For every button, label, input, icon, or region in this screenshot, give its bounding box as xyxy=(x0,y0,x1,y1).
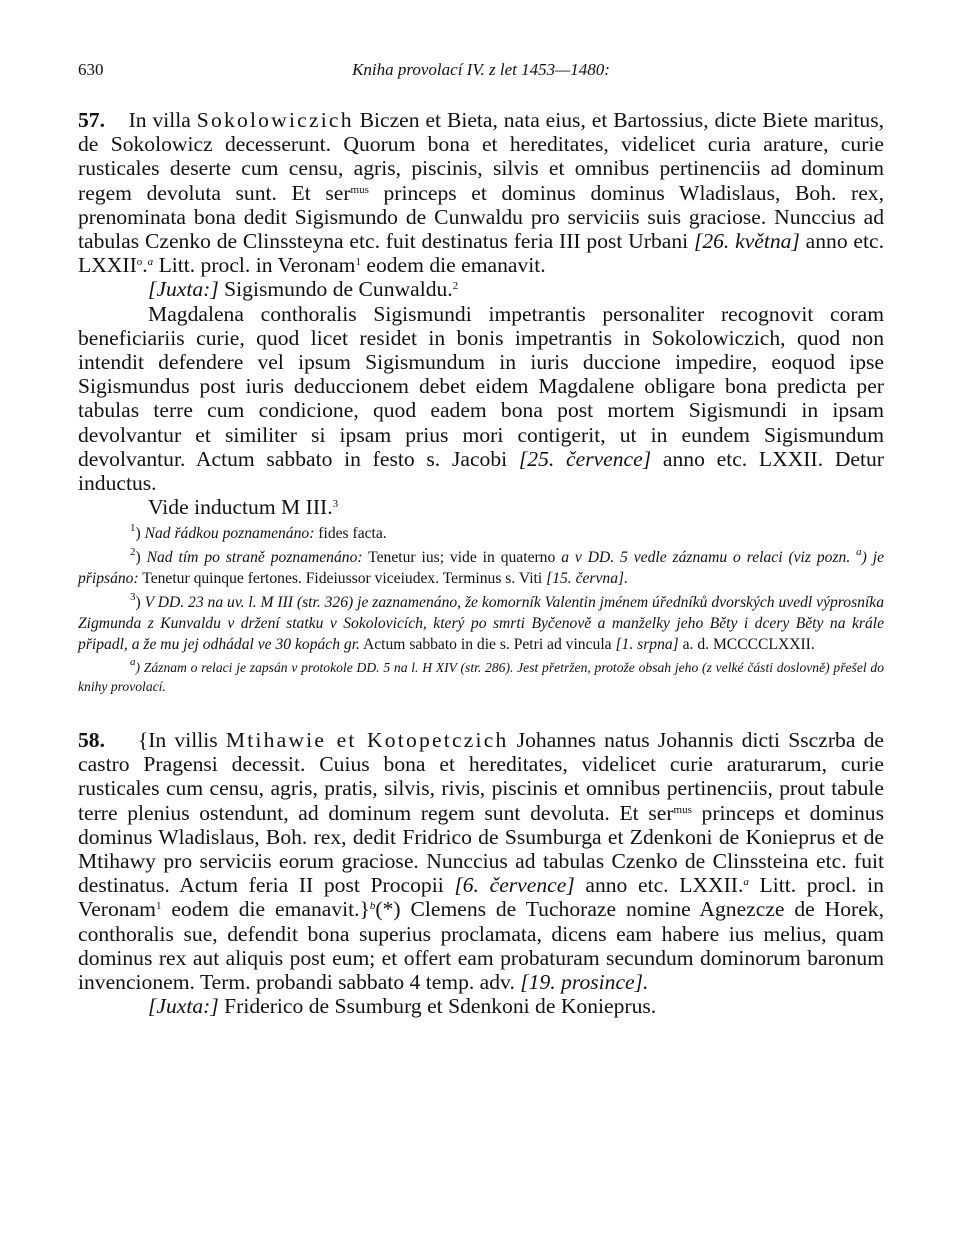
footnote-ref: b xyxy=(369,900,376,913)
place-name: Mtihawie et Kotopetczich xyxy=(225,727,509,752)
date-note: [26. května] xyxy=(693,229,800,254)
entry-58-paragraph: 58. {In villis Mtihawie et Kotopetczich Johannes natus Johannis dicti Ssczrba de castro Pragensi decessit. Cuius bona et hereditates, videlicet curie araturarum, curie rusticales cum censu, agris, pratis, silvis, rivis, piscinis et omnibus pertinenciis, prout tabule terre plenius ostendunt, ad dominum regem sunt devoluta. Et ser$^{mus}$ princeps et dominus dominus Wladislaus, Boh. rex, dedit Fridrico de Ssumburga et Zdenkoni de Konieprus et de Mtihawy pro serviciis eorum graciose. Nunccius ad tabulas Czenko de Clinssteina etc. fuit destinatus. Actum feria II post Procopii [6. července] anno etc. LXXII.$^a$ Litt. procl. in Veronam$^1$ eodem die emanavit.}$^b$(*) Clemens de Tuchoraze nomine Agnezcze de Horek, conthoralis sue, defendit bona superius proclamata, dicens eam habere ius melius, quam dominus rex aut aliquis post eum; et offert eam probaturam secundum dominorum baronum invencionem. Term. probandi sabbato 4 temp. adv. [19. prosince]. xyxy=(78,727,884,994)
juxta-line: [Juxta:] Friderico de Ssumburg et Sdenkoni de Konieprus. xyxy=(148,994,657,1019)
date-note: [25. července] xyxy=(518,446,652,471)
entry-58 xyxy=(78,728,884,1018)
footnote-a: $^a$) Záznam o relaci je zapsán v protokole DD. 5 na l. H XIV (str. 286). Jest přetržen, protože obsah jeho (z velké části doslovně) přešel do knihy provolací. xyxy=(78,655,884,695)
footnote-ref: 1 xyxy=(355,256,361,269)
footnote-ref: a xyxy=(147,256,154,269)
date-note: [6. července] xyxy=(454,873,575,898)
page-header xyxy=(78,60,884,90)
entry-57-relation: Magdalena conthoralis Sigismundi impetrantis personaliter recognovit coram beneficiariis curie, quod licet residet in bonis impetrantis in Sokolowiczich, quod non intendit defendere vel ipsum Sigismundum in iuris duccione impedire, eoquod ipse Sigismundus post iuris deduccionem debet eidem Magdalene obligare bona predicta per tabulas terre cum condicione, quod eadem bona post mortem Sigismundi in ipsam devolvantur et similiter si ipsam prius mori contigerit, ut in eundem Sigismundum devolvantur. Actum sabbato in festo s. Jacobi [25. července] anno etc. LXXII. Detur inductus. xyxy=(78,301,885,496)
footnote-ref: a xyxy=(743,876,749,889)
document-page xyxy=(78,60,884,1018)
entry-57-paragraph: 57. In villa Sokolowiczich Biczen et Bieta, nata eius, et Bartossius, dicte Biete maritus, de Sokolowicz decesserunt. Quorum bona et hereditates, videlicet curia arature, curie rusticales deserte cum censu, agris, piscinis, silvis et omnibus pertinenciis ad dominum regem devoluta sunt. Et ser$^{mus}$ princeps et dominus dominus Wladislaus, Boh. rex, prenominata bona dedit Sigismundo de Cunwaldu pro serviciis suis graciose. Nunccius ad tabulas Czenko de Clinssteyna etc. fuit destinatus feria III post Urbani [26. května] anno etc. LXXII$^o$.$^a$ Litt. procl. in Veronam$^1$ eodem die emanavit. xyxy=(78,108,885,278)
footnotes-57 xyxy=(78,523,884,655)
entry-number: 58. xyxy=(78,727,105,752)
footnote-3: $^3$) V DD. 23 na uv. l. M III (str. 326) je zaznamenáno, že komorník Valentin jménem úředníků dvorských uvedl výprosníka Zigmunda z Kunvaldu v držení statku v Sokolovicích, který po smrti Byčenově a manželky jeho Běty i dcery Běty na krále připadl, a že mu jej odhádal ve 30 kopách gr. Actum sabbato in die s. Petri ad vincula [1. srpna] a. d. MCCCCLXXII. xyxy=(78,590,884,654)
juxta-line: [Juxta:] Sigismundo de Cunwaldu.$^2$ xyxy=(148,277,459,302)
date-note: [19. prosince]. xyxy=(520,969,649,994)
entry-separator xyxy=(78,697,884,728)
running-title: Kniha provolací IV. z let 1453—1480: xyxy=(352,60,610,79)
footnote-ref: 1 xyxy=(155,900,162,913)
footnote-2: $^2$) Nad tím po straně poznamenáno: Tenetur ius; vide in quaterno a v DD. 5 vedle záznamu o relaci (viz pozn. $^a$) je připsáno: Tenetur quinque fertones. Fideiussor viceiudex. Terminus s. Viti [15. června]. xyxy=(78,545,884,588)
footnote-1: $^1$) Nad řádkou poznamenáno: fides facta. xyxy=(130,522,387,543)
footnote-ref: 3 xyxy=(332,498,339,511)
entry-number: 57. xyxy=(78,108,105,132)
place-name: Sokolowiczich xyxy=(196,108,354,132)
entry-57 xyxy=(78,108,884,519)
footnote-ref: 2 xyxy=(452,280,459,293)
page-number: 630 xyxy=(78,60,104,79)
inductum-line: Vide inductum M III.$^3$ xyxy=(148,495,339,520)
